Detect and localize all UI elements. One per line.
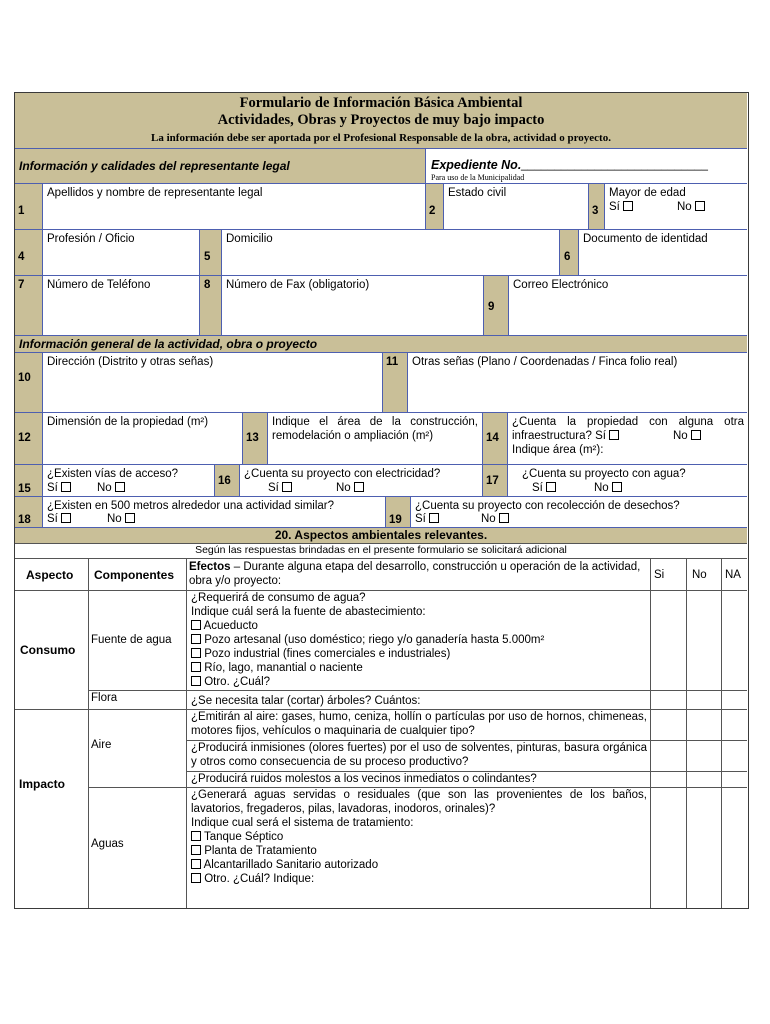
- field-similar-activity: [42, 496, 385, 527]
- water-option[interactable]: [191, 619, 649, 633]
- field-electricity: [239, 464, 482, 496]
- air-question-1: ¿Emitirán al aire: gases, humo, ceniza, hollín o partículas por uso de hornos, chimeneas, motores fijos, vehículos o maquinaria de cualquier tipo?: [191, 711, 647, 737]
- field-number-6: 6: [564, 251, 571, 263]
- field-label-cont: infraestructura?: [512, 430, 592, 442]
- col-aspecto: [15, 559, 88, 590]
- col-aspecto-label: Aspecto: [26, 568, 74, 582]
- field-label: ¿Cuenta su proyecto con recolección de desechos?: [415, 500, 680, 512]
- yes-label: Sí: [47, 482, 58, 494]
- col-efectos: [189, 560, 647, 591]
- component-aire: Aire: [91, 739, 112, 751]
- checkbox[interactable]: [191, 845, 201, 855]
- field-phone[interactable]: [42, 275, 199, 335]
- col-na-label: NA: [725, 569, 741, 581]
- col-si-label: Si: [654, 569, 665, 581]
- yes-label: Sí: [47, 513, 58, 525]
- yes-checkbox[interactable]: [282, 482, 292, 492]
- aspect-consumo: Consumo: [20, 643, 76, 657]
- aspects-table: [15, 558, 747, 908]
- yes-label: Sí: [532, 482, 543, 494]
- water-question-1: ¿Requerirá de consumo de agua?: [191, 592, 366, 604]
- no-checkbox[interactable]: [125, 513, 135, 523]
- option-label: Pozo artesanal (uso doméstico; riego y/o ganadería hasta 5.000m²: [204, 634, 545, 646]
- municipal-note: Para uso de la Municipalidad: [431, 173, 525, 182]
- treatment-option[interactable]: [191, 872, 649, 886]
- col-si: [650, 559, 686, 590]
- option-label: Otro. ¿Cuál? Indique:: [204, 873, 315, 885]
- no-checkbox[interactable]: [691, 430, 701, 440]
- component-flora: Flora: [91, 692, 118, 704]
- no-label: No: [481, 513, 496, 525]
- field-waste-collection: [410, 496, 747, 527]
- field-number-2: 2: [429, 205, 436, 217]
- field-number-9: 9: [488, 301, 495, 313]
- field-fax[interactable]: [221, 275, 483, 335]
- col-componentes: [88, 559, 186, 590]
- field-number-17: 17: [486, 475, 499, 487]
- field-number-15: 15: [18, 483, 31, 495]
- yes-label: Sí: [595, 430, 606, 442]
- field-email[interactable]: [508, 275, 747, 335]
- field-label: Documento de identidad: [583, 233, 708, 245]
- field-water-service: [507, 464, 747, 496]
- field-number-4: 4: [18, 251, 25, 263]
- flora-question: ¿Se necesita talar (cortar) árboles? Cuántos:: [191, 695, 421, 707]
- field-label: ¿Existen vías de acceso?: [47, 468, 179, 480]
- section3-note: Según las respuestas brindadas en el presente formulario se solicitará adicional: [195, 544, 567, 556]
- water-effects: [191, 591, 649, 691]
- no-label: No: [677, 201, 692, 213]
- aspect-impacto: Impacto: [19, 777, 66, 791]
- field-label: ¿Existen en 500 metros alrededor una actividad similar?: [47, 500, 335, 512]
- field-number-13: 13: [246, 432, 259, 444]
- expediente-label: Expediente No.: [431, 158, 522, 172]
- section1-header: [15, 148, 425, 183]
- field-label: ¿Cuenta su proyecto con electricidad?: [244, 468, 441, 480]
- field-label: Dimensión de la propiedad (m²): [47, 416, 209, 428]
- no-label: No: [107, 513, 122, 525]
- water-question-2: Indique cuál será la fuente de abastecimiento:: [191, 606, 426, 618]
- option-label: Acueducto: [203, 620, 258, 632]
- field-number-11: 11: [386, 356, 399, 368]
- field-label: Mayor de edad: [609, 187, 686, 199]
- field-label: Profesión / Oficio: [47, 233, 135, 245]
- checkbox[interactable]: [191, 859, 201, 869]
- field-construction-area[interactable]: [267, 412, 482, 464]
- yes-label: Sí: [415, 513, 426, 525]
- col-na: [721, 559, 747, 590]
- field-id-document[interactable]: [578, 229, 747, 275]
- expediente-cell: [425, 148, 747, 183]
- component-fuente-agua: Fuente de agua: [91, 634, 172, 646]
- field-number-5: 5: [204, 251, 211, 263]
- wastewater-effects: [191, 788, 649, 906]
- component-aguas: Aguas: [91, 838, 124, 850]
- field-number-8: 8: [204, 279, 211, 291]
- yes-label: Sí: [609, 201, 620, 213]
- field-number-1: 1: [18, 205, 25, 217]
- form-header: [15, 93, 747, 148]
- field-label: Domicilio: [226, 233, 273, 245]
- field-label: Número de Teléfono: [47, 279, 151, 291]
- field-label: Indique el área de la construcción,: [272, 416, 478, 428]
- no-label: No: [97, 482, 112, 494]
- form-title: Formulario de Información Básica Ambiental: [239, 95, 523, 111]
- yes-checkbox[interactable]: [546, 482, 556, 492]
- field-other-signs[interactable]: [407, 352, 747, 412]
- col-componentes-label: Componentes: [94, 568, 175, 582]
- field-number-7: 7: [18, 279, 25, 291]
- field-number-12: 12: [18, 432, 31, 444]
- field-property-size[interactable]: [42, 412, 242, 464]
- option-label: Planta de Tratamiento: [204, 845, 317, 857]
- checkbox[interactable]: [191, 662, 201, 672]
- field-label-cont: remodelación o ampliación (m²): [272, 430, 434, 442]
- field-label: Dirección (Distrito y otras señas): [47, 356, 214, 368]
- option-label: Pozo industrial (fines comerciales e industriales): [204, 648, 451, 660]
- treatment-option[interactable]: [191, 844, 649, 858]
- yes-checkbox[interactable]: [61, 482, 71, 492]
- section2-header: [15, 335, 747, 352]
- area-label: Indique área (m²):: [512, 444, 604, 456]
- water-option[interactable]: [191, 633, 649, 647]
- field-label: Estado civil: [448, 187, 507, 199]
- field-representative-name[interactable]: [42, 183, 425, 229]
- field-access-roads: [42, 464, 214, 496]
- section3-note-row: [15, 543, 747, 558]
- no-checkbox[interactable]: [499, 513, 509, 523]
- field-of-age: [604, 183, 747, 229]
- yes-checkbox[interactable]: [429, 513, 439, 523]
- wastewater-question-1: ¿Generará aguas servidas o residuales (que son las provenientes de los baños, lavatorios, fregaderos, pilas, lavadoras, inodoros, orinales)?: [191, 789, 647, 815]
- field-number-19: 19: [389, 514, 402, 526]
- field-address[interactable]: [221, 229, 559, 275]
- option-label: Río, lago, manantial o naciente: [204, 662, 363, 674]
- yes-label: Sí: [268, 482, 279, 494]
- field-number-18: 18: [18, 514, 31, 526]
- checkbox[interactable]: [191, 634, 201, 644]
- no-checkbox[interactable]: [695, 201, 705, 211]
- yes-checkbox[interactable]: [623, 201, 633, 211]
- field-label: ¿Cuenta la propiedad con alguna otra: [512, 416, 744, 428]
- water-option[interactable]: [191, 675, 649, 689]
- expediente-line[interactable]: ____________________________: [521, 157, 708, 171]
- checkbox[interactable]: [191, 648, 201, 658]
- environmental-form: [14, 92, 749, 909]
- field-number-10: 10: [18, 372, 31, 384]
- no-label: No: [594, 482, 609, 494]
- yes-checkbox[interactable]: [61, 513, 71, 523]
- form-instruction: La información debe ser aportada por el Profesional Responsable de la obra, actividad o proyecto.: [151, 132, 611, 144]
- field-label: Apellidos y nombre de representante legal: [47, 187, 263, 199]
- form-subtitle-title: Actividades, Obras y Proyectos de muy bajo impacto: [217, 112, 545, 128]
- col-efectos-bold: Efectos: [189, 561, 231, 573]
- col-efectos-text: – Durante alguna etapa del desarrollo, construcción u operación de la actividad, obra y/o proyecto:: [189, 561, 641, 587]
- field-number-3: 3: [592, 205, 599, 217]
- option-label: Otro. ¿Cuál?: [204, 676, 271, 688]
- air-question-2: ¿Producirá inmisiones (olores fuertes) por el uso de solventes, pinturas, basura orgánica y otros como consecuencia de su proceso productivo?: [191, 742, 647, 768]
- field-label: Correo Electrónico: [513, 279, 609, 291]
- option-label: Tanque Séptico: [204, 831, 284, 843]
- col-no-label: No: [692, 569, 707, 581]
- no-label: No: [673, 430, 688, 442]
- water-option[interactable]: [191, 661, 649, 675]
- field-profession[interactable]: [42, 229, 199, 275]
- section1-title: Información y calidades del representante legal: [19, 159, 290, 173]
- checkbox[interactable]: [191, 620, 201, 630]
- field-label: Número de Fax (obligatorio): [226, 279, 370, 291]
- field-number-14: 14: [486, 432, 499, 444]
- checkbox[interactable]: [191, 676, 201, 686]
- no-checkbox[interactable]: [612, 482, 622, 492]
- no-checkbox[interactable]: [115, 482, 125, 492]
- field-label: Otras señas (Plano / Coordenadas / Finca folio real): [412, 356, 678, 368]
- section2-title: Información general de la actividad, obra o proyecto: [19, 337, 318, 351]
- yes-checkbox[interactable]: [609, 430, 619, 440]
- wastewater-question-2: Indique cual será el sistema de tratamiento:: [191, 817, 414, 829]
- field-direction[interactable]: [42, 352, 382, 412]
- col-no: [686, 559, 721, 590]
- air-question-3: ¿Producirá ruidos molestos a los vecinos inmediatos o colindantes?: [191, 773, 537, 785]
- treatment-option[interactable]: [191, 830, 649, 844]
- option-label: Alcantarillado Sanitario autorizado: [203, 859, 379, 871]
- no-label: No: [336, 482, 351, 494]
- treatment-option[interactable]: [191, 858, 649, 872]
- section3-title: 20. Aspectos ambientales relevantes.: [274, 528, 488, 542]
- no-checkbox[interactable]: [354, 482, 364, 492]
- section3-header: [15, 527, 747, 543]
- field-number-16: 16: [218, 475, 231, 487]
- field-label: ¿Cuenta su proyecto con agua?: [522, 468, 686, 480]
- field-civil-status[interactable]: [443, 183, 588, 229]
- checkbox[interactable]: [191, 831, 201, 841]
- checkbox[interactable]: [191, 873, 201, 883]
- field-other-infrastructure: [507, 412, 747, 464]
- water-option[interactable]: [191, 647, 649, 661]
